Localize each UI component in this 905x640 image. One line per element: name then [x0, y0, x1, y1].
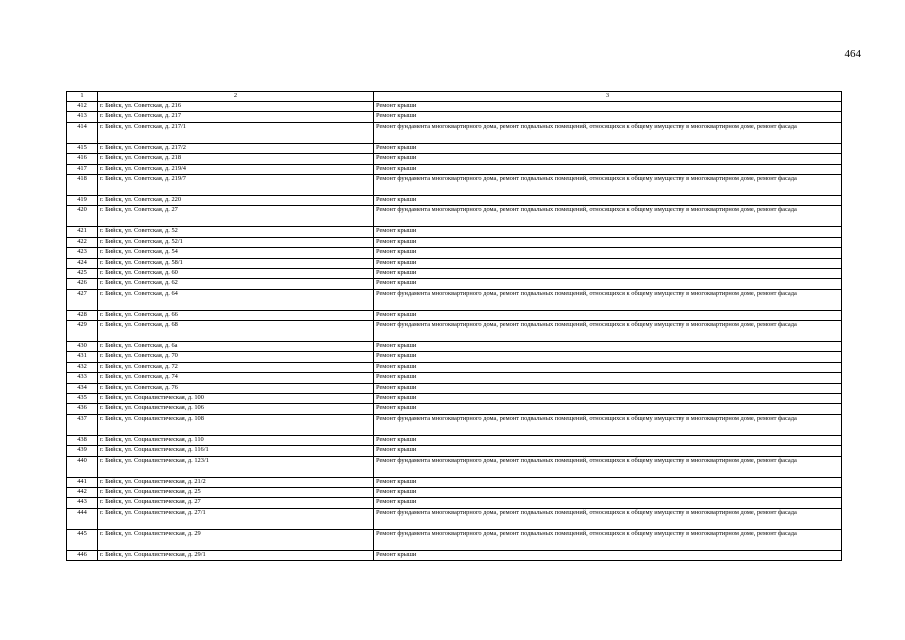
- table-row: [67, 258, 842, 268]
- row-number: 443: [67, 498, 98, 508]
- row-number: 431: [67, 352, 98, 362]
- table-row: [67, 268, 842, 278]
- row-number: 428: [67, 310, 98, 320]
- row-work-type: Ремонт крыши: [374, 550, 842, 560]
- row-number: 429: [67, 321, 98, 342]
- row-address: г. Бийск, ул. Советская, д. 52/1: [98, 237, 374, 247]
- row-work-type: Ремонт фундамента многоквартирного дома, ремонт подвальных помещений, относящихся к общему имуществу в многоквартирном доме, ремонт фасада: [374, 414, 842, 435]
- row-address: г. Бийск, ул. Социалистическая, д. 123/1: [98, 456, 374, 477]
- row-address: г. Бийск, ул. Советская, д. 220: [98, 195, 374, 205]
- row-address: г. Бийск, ул. Советская, д. 66: [98, 310, 374, 320]
- table-row: [67, 362, 842, 372]
- table-row: [67, 487, 842, 497]
- table-row: [67, 310, 842, 320]
- page-number: 464: [844, 48, 861, 60]
- row-number: 435: [67, 394, 98, 404]
- row-address: г. Бийск, ул. Советская, д. 68: [98, 321, 374, 342]
- row-number: 430: [67, 342, 98, 352]
- table-row: [67, 373, 842, 383]
- row-work-type: Ремонт крыши: [374, 258, 842, 268]
- row-work-type: Ремонт фундамента многоквартирного дома, ремонт подвальных помещений, относящихся к общему имуществу в многоквартирном доме, ремонт фасада: [374, 206, 842, 227]
- row-address: г. Бийск, ул. Советская, д. 217/2: [98, 143, 374, 153]
- row-work-type: Ремонт фундамента многоквартирного дома, ремонт подвальных помещений, относящихся к общему имуществу в многоквартирном доме, ремонт фасада: [374, 321, 842, 342]
- table-row: [67, 227, 842, 237]
- table-row: [67, 435, 842, 445]
- row-work-type: Ремонт крыши: [374, 362, 842, 372]
- row-work-type: Ремонт крыши: [374, 487, 842, 497]
- table-row: [67, 498, 842, 508]
- row-address: г. Бийск, ул. Советская, д. 64: [98, 289, 374, 310]
- row-work-type: Ремонт фундамента многоквартирного дома, ремонт подвальных помещений, относящихся к общему имуществу в многоквартирном доме, ремонт фасада: [374, 289, 842, 310]
- row-address: г. Бийск, ул. Советская, д. 70: [98, 352, 374, 362]
- registry-table: [66, 91, 842, 561]
- table-row: [67, 143, 842, 153]
- row-work-type: Ремонт крыши: [374, 195, 842, 205]
- row-work-type: Ремонт крыши: [374, 143, 842, 153]
- table-row: [67, 394, 842, 404]
- row-address: г. Бийск, ул. Советская, д. 27: [98, 206, 374, 227]
- row-number: 439: [67, 446, 98, 456]
- row-address: г. Бийск, ул. Социалистическая, д. 108: [98, 414, 374, 435]
- row-work-type: Ремонт крыши: [374, 394, 842, 404]
- row-address: г. Бийск, ул. Социалистическая, д. 116/1: [98, 446, 374, 456]
- table-row: [67, 279, 842, 289]
- row-address: г. Бийск, ул. Советская, д. 6а: [98, 342, 374, 352]
- table-row: [67, 352, 842, 362]
- row-number: 436: [67, 404, 98, 414]
- row-number: 440: [67, 456, 98, 477]
- row-number: 446: [67, 550, 98, 560]
- row-address: г. Бийск, ул. Советская, д. 219/7: [98, 174, 374, 195]
- row-number: 434: [67, 383, 98, 393]
- row-work-type: Ремонт крыши: [374, 227, 842, 237]
- row-work-type: Ремонт фундамента многоквартирного дома, ремонт подвальных помещений, относящихся к общему имуществу в многоквартирном доме, ремонт фасада: [374, 508, 842, 529]
- table-row: [67, 404, 842, 414]
- row-work-type: Ремонт фундамента многоквартирного дома, ремонт подвальных помещений, относящихся к общему имуществу в многоквартирном доме, ремонт фасада: [374, 122, 842, 143]
- row-work-type: Ремонт крыши: [374, 310, 842, 320]
- row-number: 412: [67, 102, 98, 112]
- row-number: 418: [67, 174, 98, 195]
- row-number: 413: [67, 112, 98, 122]
- row-work-type: Ремонт крыши: [374, 435, 842, 445]
- table-row: [67, 342, 842, 352]
- table-row: [67, 477, 842, 487]
- table-row: [67, 456, 842, 477]
- table-row: [67, 414, 842, 435]
- row-work-type: Ремонт крыши: [374, 279, 842, 289]
- row-work-type: Ремонт фундамента многоквартирного дома, ремонт подвальных помещений, относящихся к общему имуществу в многоквартирном доме, ремонт фасада: [374, 174, 842, 195]
- row-work-type: Ремонт крыши: [374, 154, 842, 164]
- table-row: [67, 122, 842, 143]
- table-body: [67, 102, 842, 561]
- row-address: г. Бийск, ул. Социалистическая, д. 110: [98, 435, 374, 445]
- table-row: [67, 289, 842, 310]
- row-address: г. Бийск, ул. Советская, д. 52: [98, 227, 374, 237]
- table-row: [67, 321, 842, 342]
- table-row: [67, 508, 842, 529]
- row-work-type: Ремонт крыши: [374, 268, 842, 278]
- row-number: 442: [67, 487, 98, 497]
- table-row: [67, 550, 842, 560]
- table-row: [67, 174, 842, 195]
- column-header-1: 1: [67, 92, 98, 102]
- row-address: г. Бийск, ул. Социалистическая, д. 106: [98, 404, 374, 414]
- row-work-type: Ремонт крыши: [374, 373, 842, 383]
- row-number: 432: [67, 362, 98, 372]
- row-number: 425: [67, 268, 98, 278]
- row-number: 416: [67, 154, 98, 164]
- row-number: 421: [67, 227, 98, 237]
- row-address: г. Бийск, ул. Социалистическая, д. 29: [98, 529, 374, 550]
- row-work-type: Ремонт крыши: [374, 477, 842, 487]
- row-work-type: Ремонт крыши: [374, 383, 842, 393]
- table-row: [67, 154, 842, 164]
- row-number: 422: [67, 237, 98, 247]
- table-row: [67, 248, 842, 258]
- header-row: [67, 92, 842, 102]
- row-address: г. Бийск, ул. Советская, д. 217/1: [98, 122, 374, 143]
- row-number: 438: [67, 435, 98, 445]
- row-number: 427: [67, 289, 98, 310]
- row-address: г. Бийск, ул. Социалистическая, д. 29/1: [98, 550, 374, 560]
- row-work-type: Ремонт фундамента многоквартирного дома, ремонт подвальных помещений, относящихся к общему имуществу в многоквартирном доме, ремонт фасада: [374, 529, 842, 550]
- table-row: [67, 237, 842, 247]
- table-row: [67, 195, 842, 205]
- row-work-type: Ремонт крыши: [374, 342, 842, 352]
- row-address: г. Бийск, ул. Социалистическая, д. 27: [98, 498, 374, 508]
- row-number: 419: [67, 195, 98, 205]
- row-number: 444: [67, 508, 98, 529]
- row-number: 415: [67, 143, 98, 153]
- row-number: 424: [67, 258, 98, 268]
- row-number: 437: [67, 414, 98, 435]
- row-work-type: Ремонт крыши: [374, 248, 842, 258]
- row-number: 423: [67, 248, 98, 258]
- row-work-type: Ремонт фундамента многоквартирного дома, ремонт подвальных помещений, относящихся к общему имуществу в многоквартирном доме, ремонт фасада: [374, 456, 842, 477]
- row-work-type: Ремонт крыши: [374, 498, 842, 508]
- row-number: 420: [67, 206, 98, 227]
- row-work-type: Ремонт крыши: [374, 102, 842, 112]
- row-number: 441: [67, 477, 98, 487]
- row-address: г. Бийск, ул. Социалистическая, д. 100: [98, 394, 374, 404]
- row-work-type: Ремонт крыши: [374, 352, 842, 362]
- row-work-type: Ремонт крыши: [374, 404, 842, 414]
- table-row: [67, 206, 842, 227]
- row-address: г. Бийск, ул. Советская, д. 60: [98, 268, 374, 278]
- table-row: [67, 529, 842, 550]
- row-address: г. Бийск, ул. Советская, д. 217: [98, 112, 374, 122]
- table-row: [67, 446, 842, 456]
- row-address: г. Бийск, ул. Социалистическая, д. 25: [98, 487, 374, 497]
- row-number: 433: [67, 373, 98, 383]
- row-address: г. Бийск, ул. Социалистическая, д. 27/1: [98, 508, 374, 529]
- row-address: г. Бийск, ул. Советская, д. 76: [98, 383, 374, 393]
- row-work-type: Ремонт крыши: [374, 112, 842, 122]
- table-row: [67, 164, 842, 174]
- column-header-3: 3: [374, 92, 842, 102]
- row-address: г. Бийск, ул. Советская, д. 218: [98, 154, 374, 164]
- row-address: г. Бийск, ул. Советская, д. 72: [98, 362, 374, 372]
- row-number: 414: [67, 122, 98, 143]
- table-row: [67, 102, 842, 112]
- row-address: г. Бийск, ул. Советская, д. 216: [98, 102, 374, 112]
- row-number: 426: [67, 279, 98, 289]
- row-address: г. Бийск, ул. Советская, д. 62: [98, 279, 374, 289]
- table-row: [67, 112, 842, 122]
- row-address: г. Бийск, ул. Советская, д. 54: [98, 248, 374, 258]
- column-header-2: 2: [98, 92, 374, 102]
- row-work-type: Ремонт крыши: [374, 237, 842, 247]
- row-work-type: Ремонт крыши: [374, 446, 842, 456]
- row-work-type: Ремонт крыши: [374, 164, 842, 174]
- row-address: г. Бийск, ул. Советская, д. 58/1: [98, 258, 374, 268]
- row-address: г. Бийск, ул. Советская, д. 74: [98, 373, 374, 383]
- row-address: г. Бийск, ул. Советская, д. 219/4: [98, 164, 374, 174]
- row-address: г. Бийск, ул. Социалистическая, д. 21/2: [98, 477, 374, 487]
- row-number: 445: [67, 529, 98, 550]
- row-number: 417: [67, 164, 98, 174]
- table-row: [67, 383, 842, 393]
